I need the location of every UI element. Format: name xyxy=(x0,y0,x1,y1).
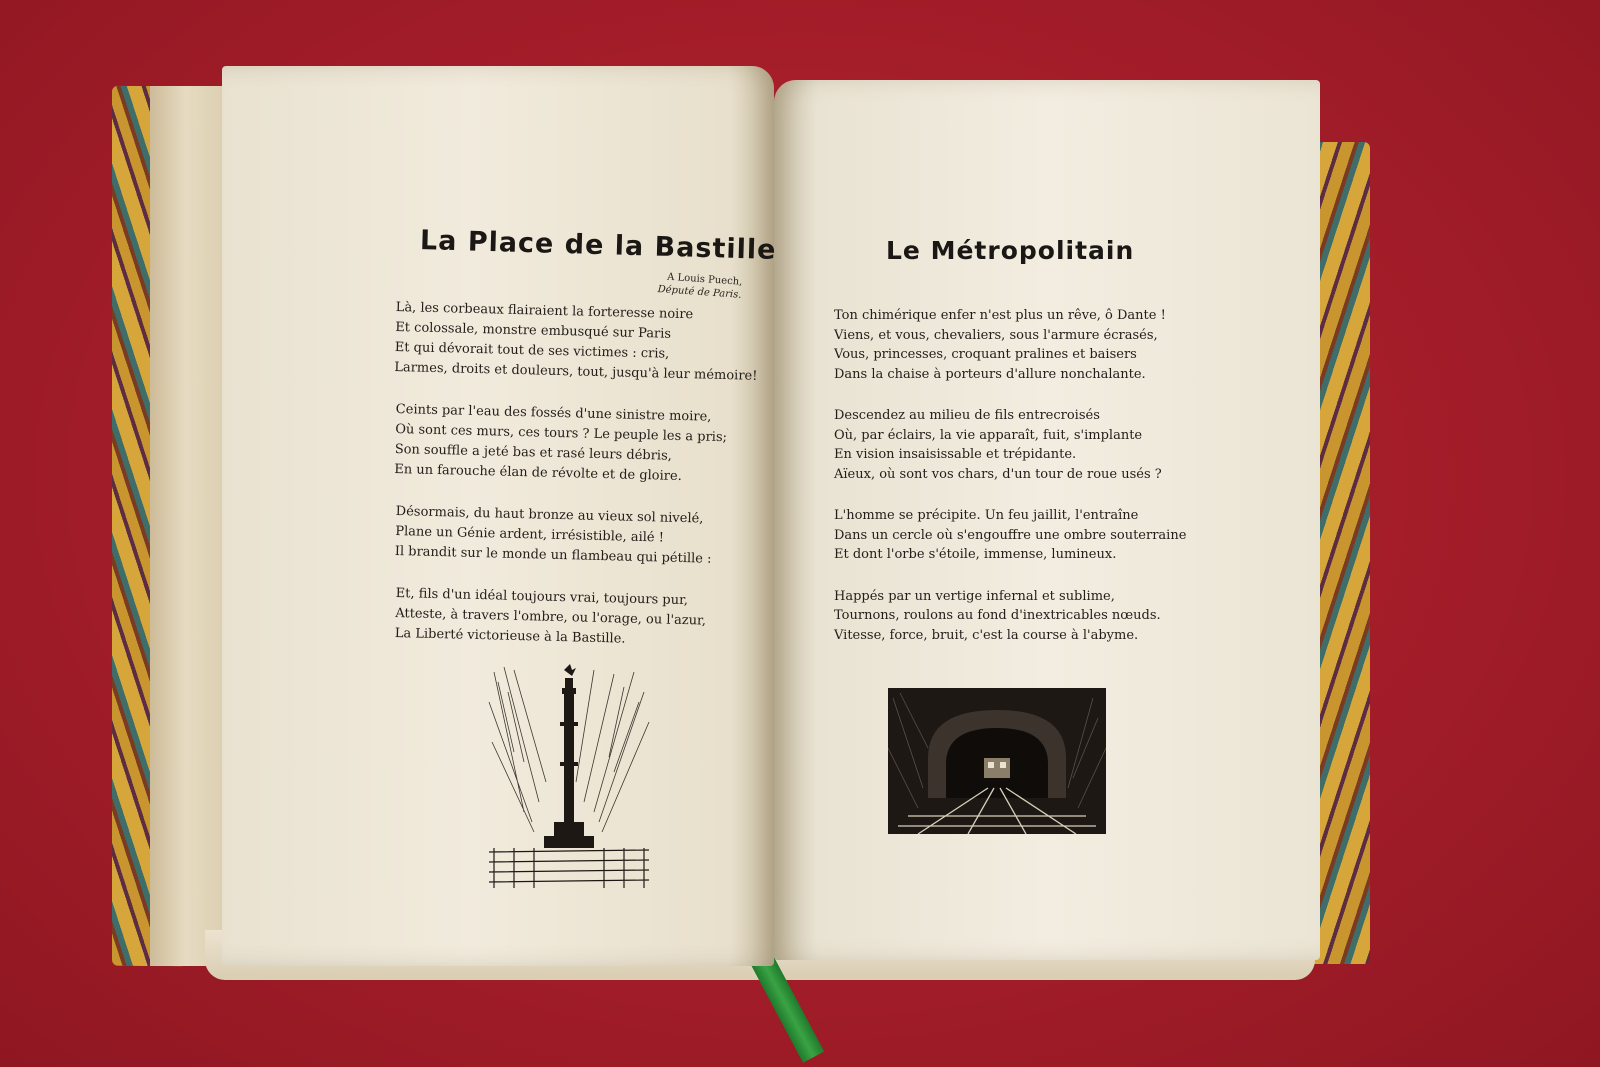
verse: Et qui dévorait tout de ses victimes : cris, xyxy=(394,339,670,362)
verse: Tournons, roulons au fond d'inextricables nœuds. xyxy=(834,608,1161,623)
verse: Plane un Génie ardent, irrésistible, ailé ! xyxy=(395,523,665,546)
verse: Où sont ces murs, ces tours ? Le peuple les a pris; xyxy=(395,421,728,446)
verse: Ceints par l'eau des fossés d'une sinistre moire, xyxy=(395,401,712,425)
stanza xyxy=(834,306,1194,384)
verse: En un farouche élan de révolte et de gloire. xyxy=(394,461,682,485)
verse: Vous, princesses, croquant pralines et baisers xyxy=(834,347,1137,362)
dedication-name: A Louis Puech, xyxy=(666,271,743,288)
left-page-title: La Place de la Bastille xyxy=(419,225,777,266)
right-page-title: Le Métropolitain xyxy=(886,236,1135,265)
verse: Ton chimérique enfer n'est plus un rêve, ô Dante ! xyxy=(834,308,1166,323)
verse: Désormais, du haut bronze au vieux sol nivelé, xyxy=(395,503,704,527)
verse: Et, fils d'un idéal toujours vrai, toujours pur, xyxy=(395,585,689,609)
verse: Larmes, droits et douleurs, tout, jusqu'à leur mémoire! xyxy=(394,359,758,384)
stanza xyxy=(395,502,766,571)
verse: Là, les corbeaux flairaient la forteresse noire xyxy=(395,299,694,323)
verse: Et dont l'orbe s'étoile, immense, lumineux. xyxy=(834,547,1117,562)
verse: Son souffle a jeté bas et rasé leurs débris, xyxy=(394,441,673,464)
verse: Dans la chaise à porteurs d'allure nonchalante. xyxy=(834,366,1146,382)
verse: Vitesse, force, bruit, c'est la course à l'abyme. xyxy=(834,627,1139,643)
verse: Happés par un vertige infernal et sublime, xyxy=(834,588,1115,604)
dedication-role: Député de Paris. xyxy=(657,283,742,301)
verse: Dans un cercle où s'engouffre une ombre souterraine xyxy=(834,527,1187,543)
verse: Aïeux, où sont vos chars, d'un tour de roue usés ? xyxy=(834,466,1162,482)
verse: Atteste, à travers l'ombre, ou l'orage, ou l'azur, xyxy=(395,605,707,629)
verse: La Liberté victorieuse à la Bastille. xyxy=(394,625,626,647)
right-poem xyxy=(834,306,1194,667)
stanza xyxy=(834,587,1194,646)
verse: Viens, et vous, chevaliers, sous l'armure écrasés, xyxy=(834,327,1158,343)
verse: L'homme se précipite. Un feu jaillit, l'entraîne xyxy=(834,508,1139,523)
bastille-column-illustration xyxy=(484,662,654,892)
verse: Et colossale, monstre embusqué sur Paris xyxy=(395,319,672,342)
metro-tunnel-illustration xyxy=(888,688,1106,834)
verse: Où, par éclairs, la vie apparaît, fuit, s'implante xyxy=(834,427,1143,443)
verse: Descendez au milieu de fils entrecroisés xyxy=(834,408,1100,423)
stanza xyxy=(395,584,766,653)
verse: En vision insaisissable et trépidante. xyxy=(834,447,1077,462)
left-poem xyxy=(396,298,766,666)
stanza xyxy=(394,400,766,489)
stanza xyxy=(834,506,1194,565)
stanza xyxy=(394,298,766,387)
stanza xyxy=(834,406,1194,484)
verse: Il brandit sur le monde un flambeau qui pétille : xyxy=(394,543,712,567)
